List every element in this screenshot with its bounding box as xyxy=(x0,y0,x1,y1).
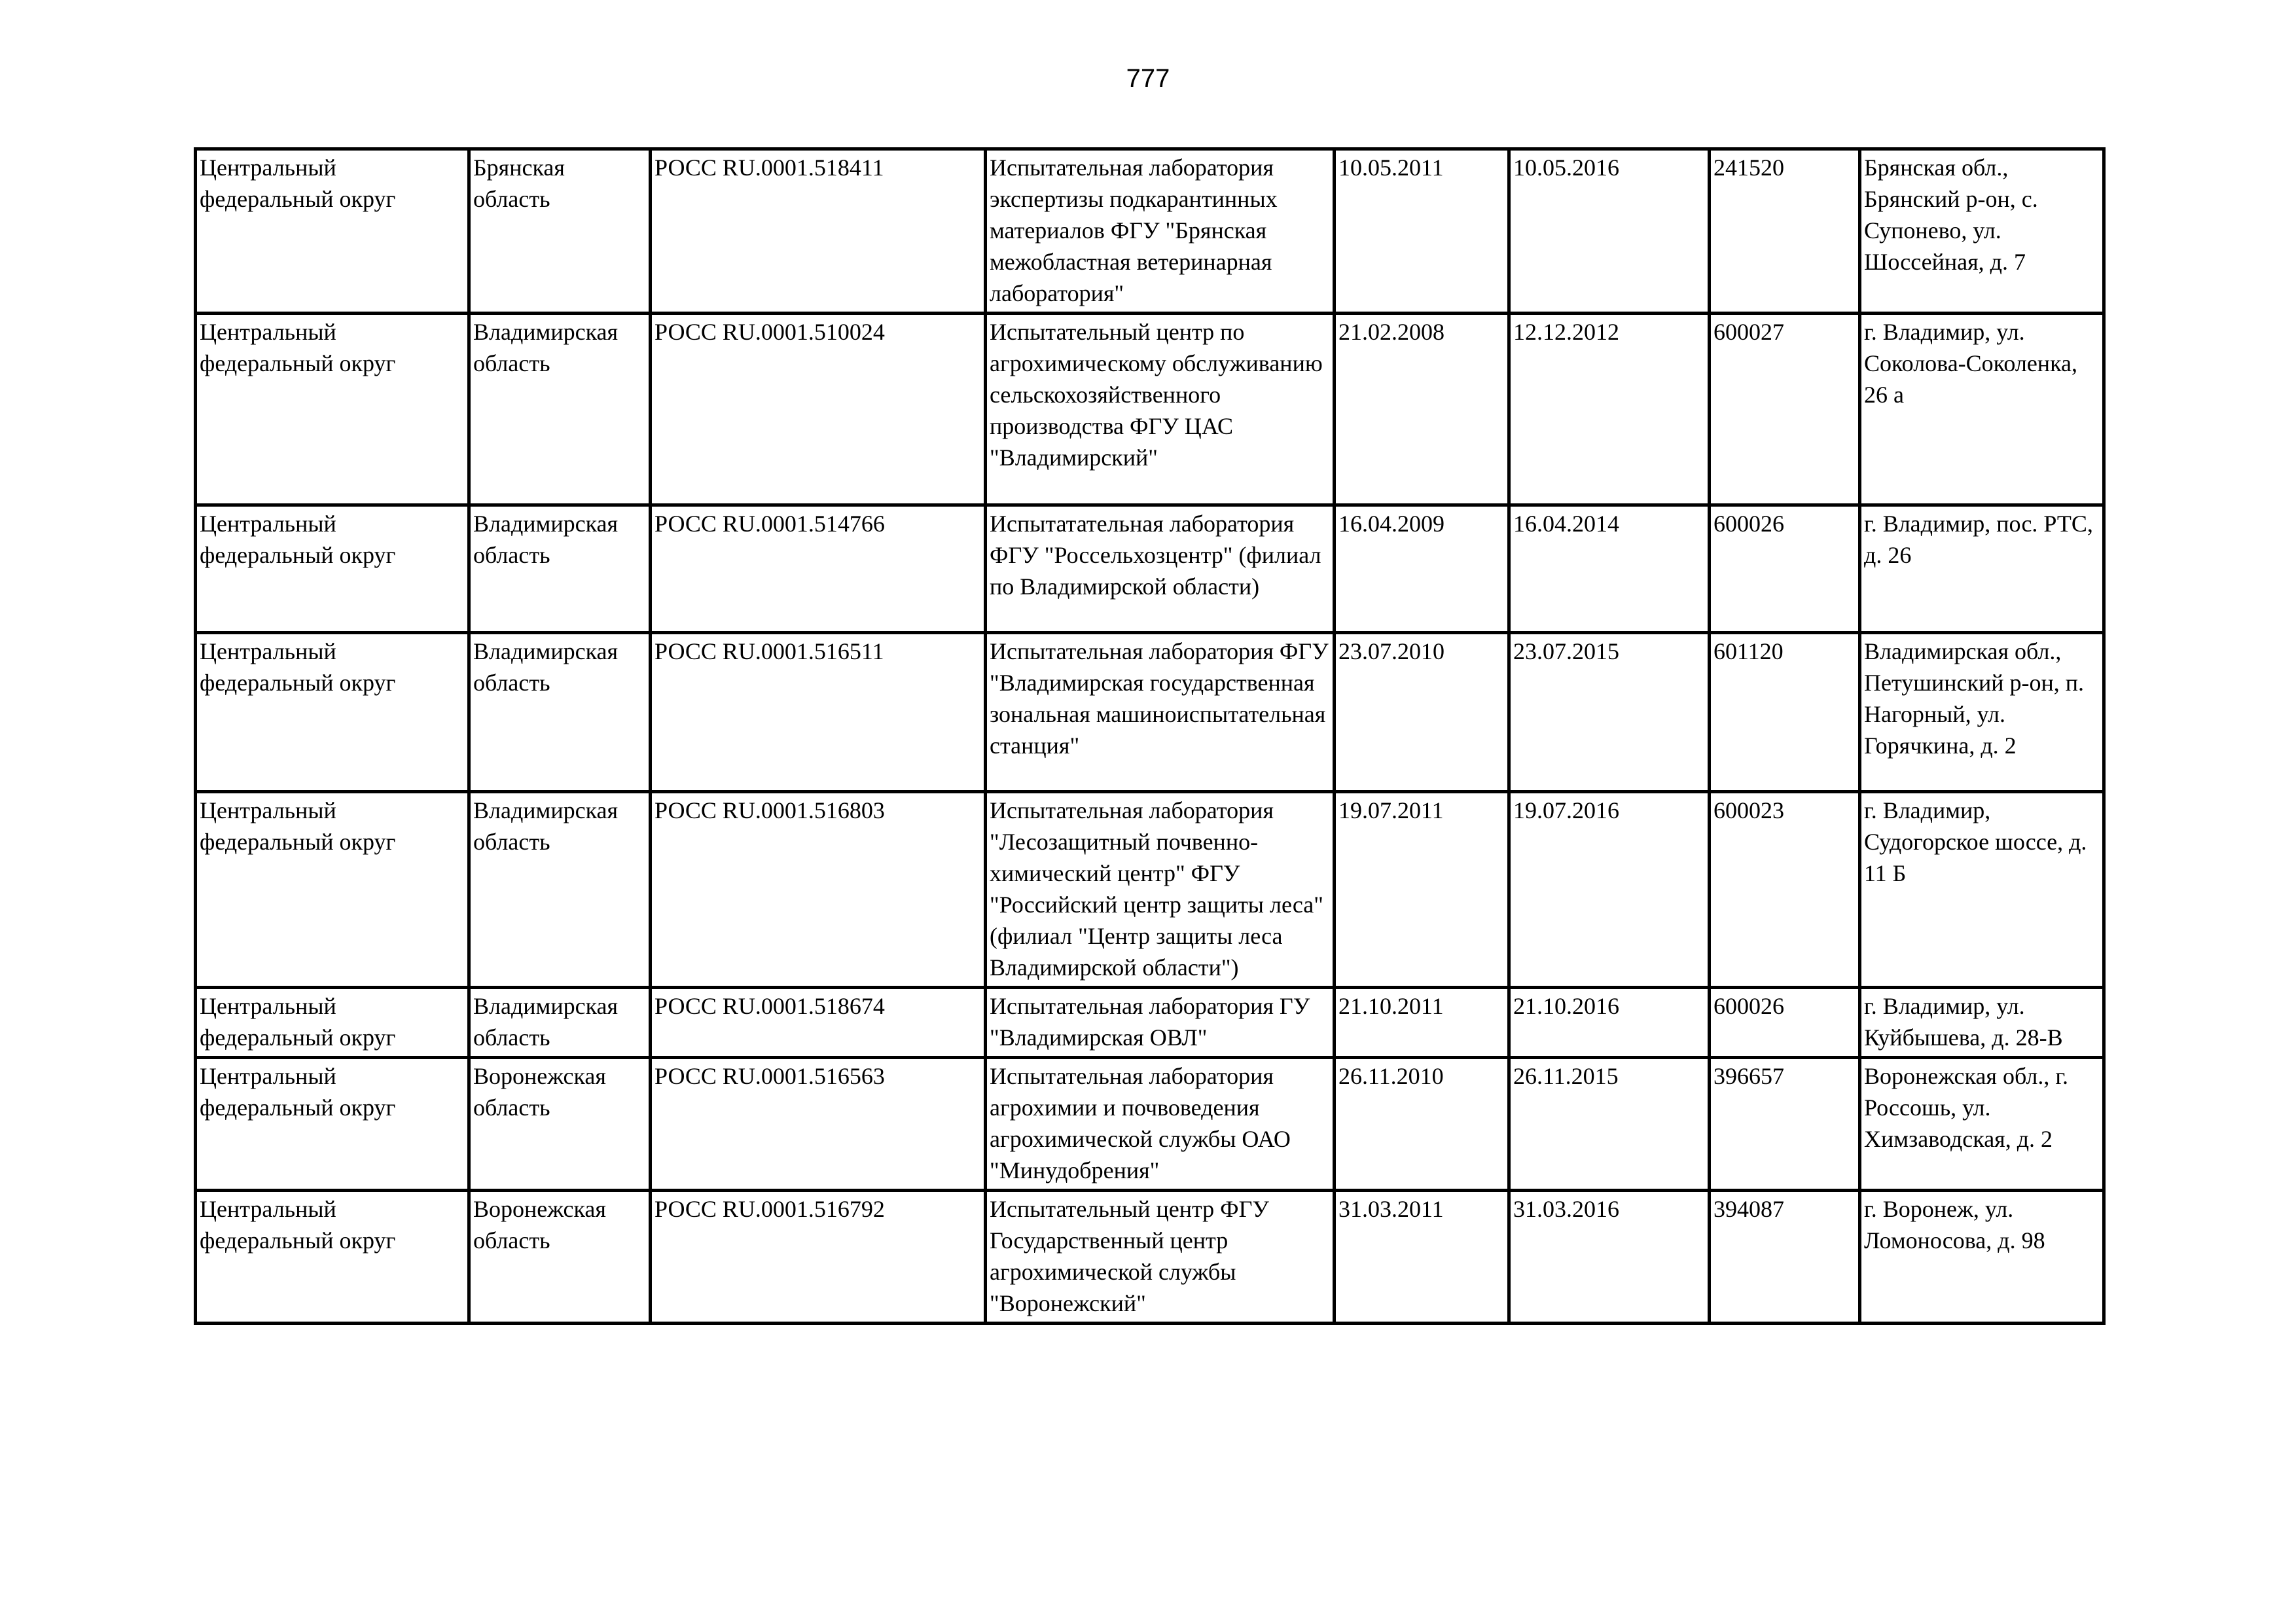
postal-index-cell: 601120 xyxy=(1710,633,1860,792)
postal-index-cell: 600023 xyxy=(1710,792,1860,988)
table-row xyxy=(196,792,2104,988)
table-row xyxy=(196,1191,2104,1324)
region-cell: Воронежская область xyxy=(469,1191,651,1324)
region-cell: Владимирская область xyxy=(469,633,651,792)
district-cell: Центральный федеральный округ xyxy=(196,1058,469,1191)
address-cell: г. Владимир, пос. РТС, д. 26 xyxy=(1860,505,2104,633)
district-cell: Центральный федеральный округ xyxy=(196,149,469,314)
laboratory-registry-table xyxy=(194,147,2106,1325)
expiry-date-cell: 12.12.2012 xyxy=(1509,314,1710,505)
address-cell: Брянская обл., Брянский р-он, с. Супонево, ул. Шоссейная, д. 7 xyxy=(1860,149,2104,314)
issue-date-cell: 10.05.2011 xyxy=(1335,149,1509,314)
issue-date-cell: 23.07.2010 xyxy=(1335,633,1509,792)
laboratory-name-cell: Испытательный центр ФГУ Государственный центр агрохимической службы "Воронежский" xyxy=(986,1191,1335,1324)
postal-index-cell: 600026 xyxy=(1710,505,1860,633)
district-cell: Центральный федеральный округ xyxy=(196,505,469,633)
certificate-number-cell: РОСС RU.0001.518411 xyxy=(651,149,986,314)
certificate-number-cell: РОСС RU.0001.516563 xyxy=(651,1058,986,1191)
certificate-number-cell: РОСС RU.0001.516511 xyxy=(651,633,986,792)
table-row xyxy=(196,505,2104,633)
district-cell: Центральный федеральный округ xyxy=(196,633,469,792)
table-row xyxy=(196,314,2104,505)
table-row xyxy=(196,988,2104,1058)
expiry-date-cell: 23.07.2015 xyxy=(1509,633,1710,792)
address-cell: г. Владимир, Судогорское шоссе, д. 11 Б xyxy=(1860,792,2104,988)
address-cell: Воронежская обл., г. Россошь, ул. Химзаводская, д. 2 xyxy=(1860,1058,2104,1191)
address-cell: г. Воронеж, ул. Ломоносова, д. 98 xyxy=(1860,1191,2104,1324)
postal-index-cell: 396657 xyxy=(1710,1058,1860,1191)
laboratory-name-cell: Испытательная лаборатория экспертизы подкарантинных материалов ФГУ "Брянская межобластная ветеринарная лаборатория" xyxy=(986,149,1335,314)
issue-date-cell: 31.03.2011 xyxy=(1335,1191,1509,1324)
expiry-date-cell: 19.07.2016 xyxy=(1509,792,1710,988)
postal-index-cell: 394087 xyxy=(1710,1191,1860,1324)
region-cell: Владимирская область xyxy=(469,314,651,505)
district-cell: Центральный федеральный округ xyxy=(196,792,469,988)
laboratory-name-cell: Испытательная лаборатория ФГУ "Владимирская государственная зональная машиноиспытательная станция" xyxy=(986,633,1335,792)
expiry-date-cell: 16.04.2014 xyxy=(1509,505,1710,633)
region-cell: Брянская область xyxy=(469,149,651,314)
laboratory-name-cell: Испытательная лаборатория агрохимии и почвоведения агрохимической службы ОАО "Минудобрения" xyxy=(986,1058,1335,1191)
laboratory-name-cell: Испытательная лаборатория ГУ "Владимирская ОВЛ" xyxy=(986,988,1335,1058)
postal-index-cell: 241520 xyxy=(1710,149,1860,314)
issue-date-cell: 19.07.2011 xyxy=(1335,792,1509,988)
certificate-number-cell: РОСС RU.0001.514766 xyxy=(651,505,986,633)
region-cell: Владимирская область xyxy=(469,505,651,633)
address-cell: Владимирская обл., Петушинский р-он, п. Нагорный, ул. Горячкина, д. 2 xyxy=(1860,633,2104,792)
issue-date-cell: 21.10.2011 xyxy=(1335,988,1509,1058)
laboratory-name-cell: Испытательная лаборатория "Лесозащитный почвенно-химический центр" ФГУ "Российский центр защиты леса" (филиал "Центр защиты леса Владимирской области") xyxy=(986,792,1335,988)
district-cell: Центральный федеральный округ xyxy=(196,314,469,505)
certificate-number-cell: РОСС RU.0001.510024 xyxy=(651,314,986,505)
table-row xyxy=(196,149,2104,314)
issue-date-cell: 26.11.2010 xyxy=(1335,1058,1509,1191)
laboratory-name-cell: Испытательный центр по агрохимическому обслуживанию сельскохозяйственного производства ФГУ ЦАС "Владимирский" xyxy=(986,314,1335,505)
certificate-number-cell: РОСС RU.0001.516792 xyxy=(651,1191,986,1324)
region-cell: Владимирская область xyxy=(469,792,651,988)
certificate-number-cell: РОСС RU.0001.518674 xyxy=(651,988,986,1058)
region-cell: Воронежская область xyxy=(469,1058,651,1191)
laboratory-name-cell: Испытатательная лаборатория ФГУ "Россельхозцентр" (филиал по Владимирской области) xyxy=(986,505,1335,633)
postal-index-cell: 600027 xyxy=(1710,314,1860,505)
certificate-number-cell: РОСС RU.0001.516803 xyxy=(651,792,986,988)
expiry-date-cell: 26.11.2015 xyxy=(1509,1058,1710,1191)
address-cell: г. Владимир, ул. Куйбышева, д. 28-В xyxy=(1860,988,2104,1058)
expiry-date-cell: 10.05.2016 xyxy=(1509,149,1710,314)
district-cell: Центральный федеральный округ xyxy=(196,988,469,1058)
region-cell: Владимирская область xyxy=(469,988,651,1058)
issue-date-cell: 21.02.2008 xyxy=(1335,314,1509,505)
expiry-date-cell: 31.03.2016 xyxy=(1509,1191,1710,1324)
issue-date-cell: 16.04.2009 xyxy=(1335,505,1509,633)
table-row xyxy=(196,633,2104,792)
page-number: 777 xyxy=(1126,64,1170,93)
address-cell: г. Владимир, ул. Соколова-Соколенка, 26 а xyxy=(1860,314,2104,505)
postal-index-cell: 600026 xyxy=(1710,988,1860,1058)
expiry-date-cell: 21.10.2016 xyxy=(1509,988,1710,1058)
table-row xyxy=(196,1058,2104,1191)
district-cell: Центральный федеральный округ xyxy=(196,1191,469,1324)
